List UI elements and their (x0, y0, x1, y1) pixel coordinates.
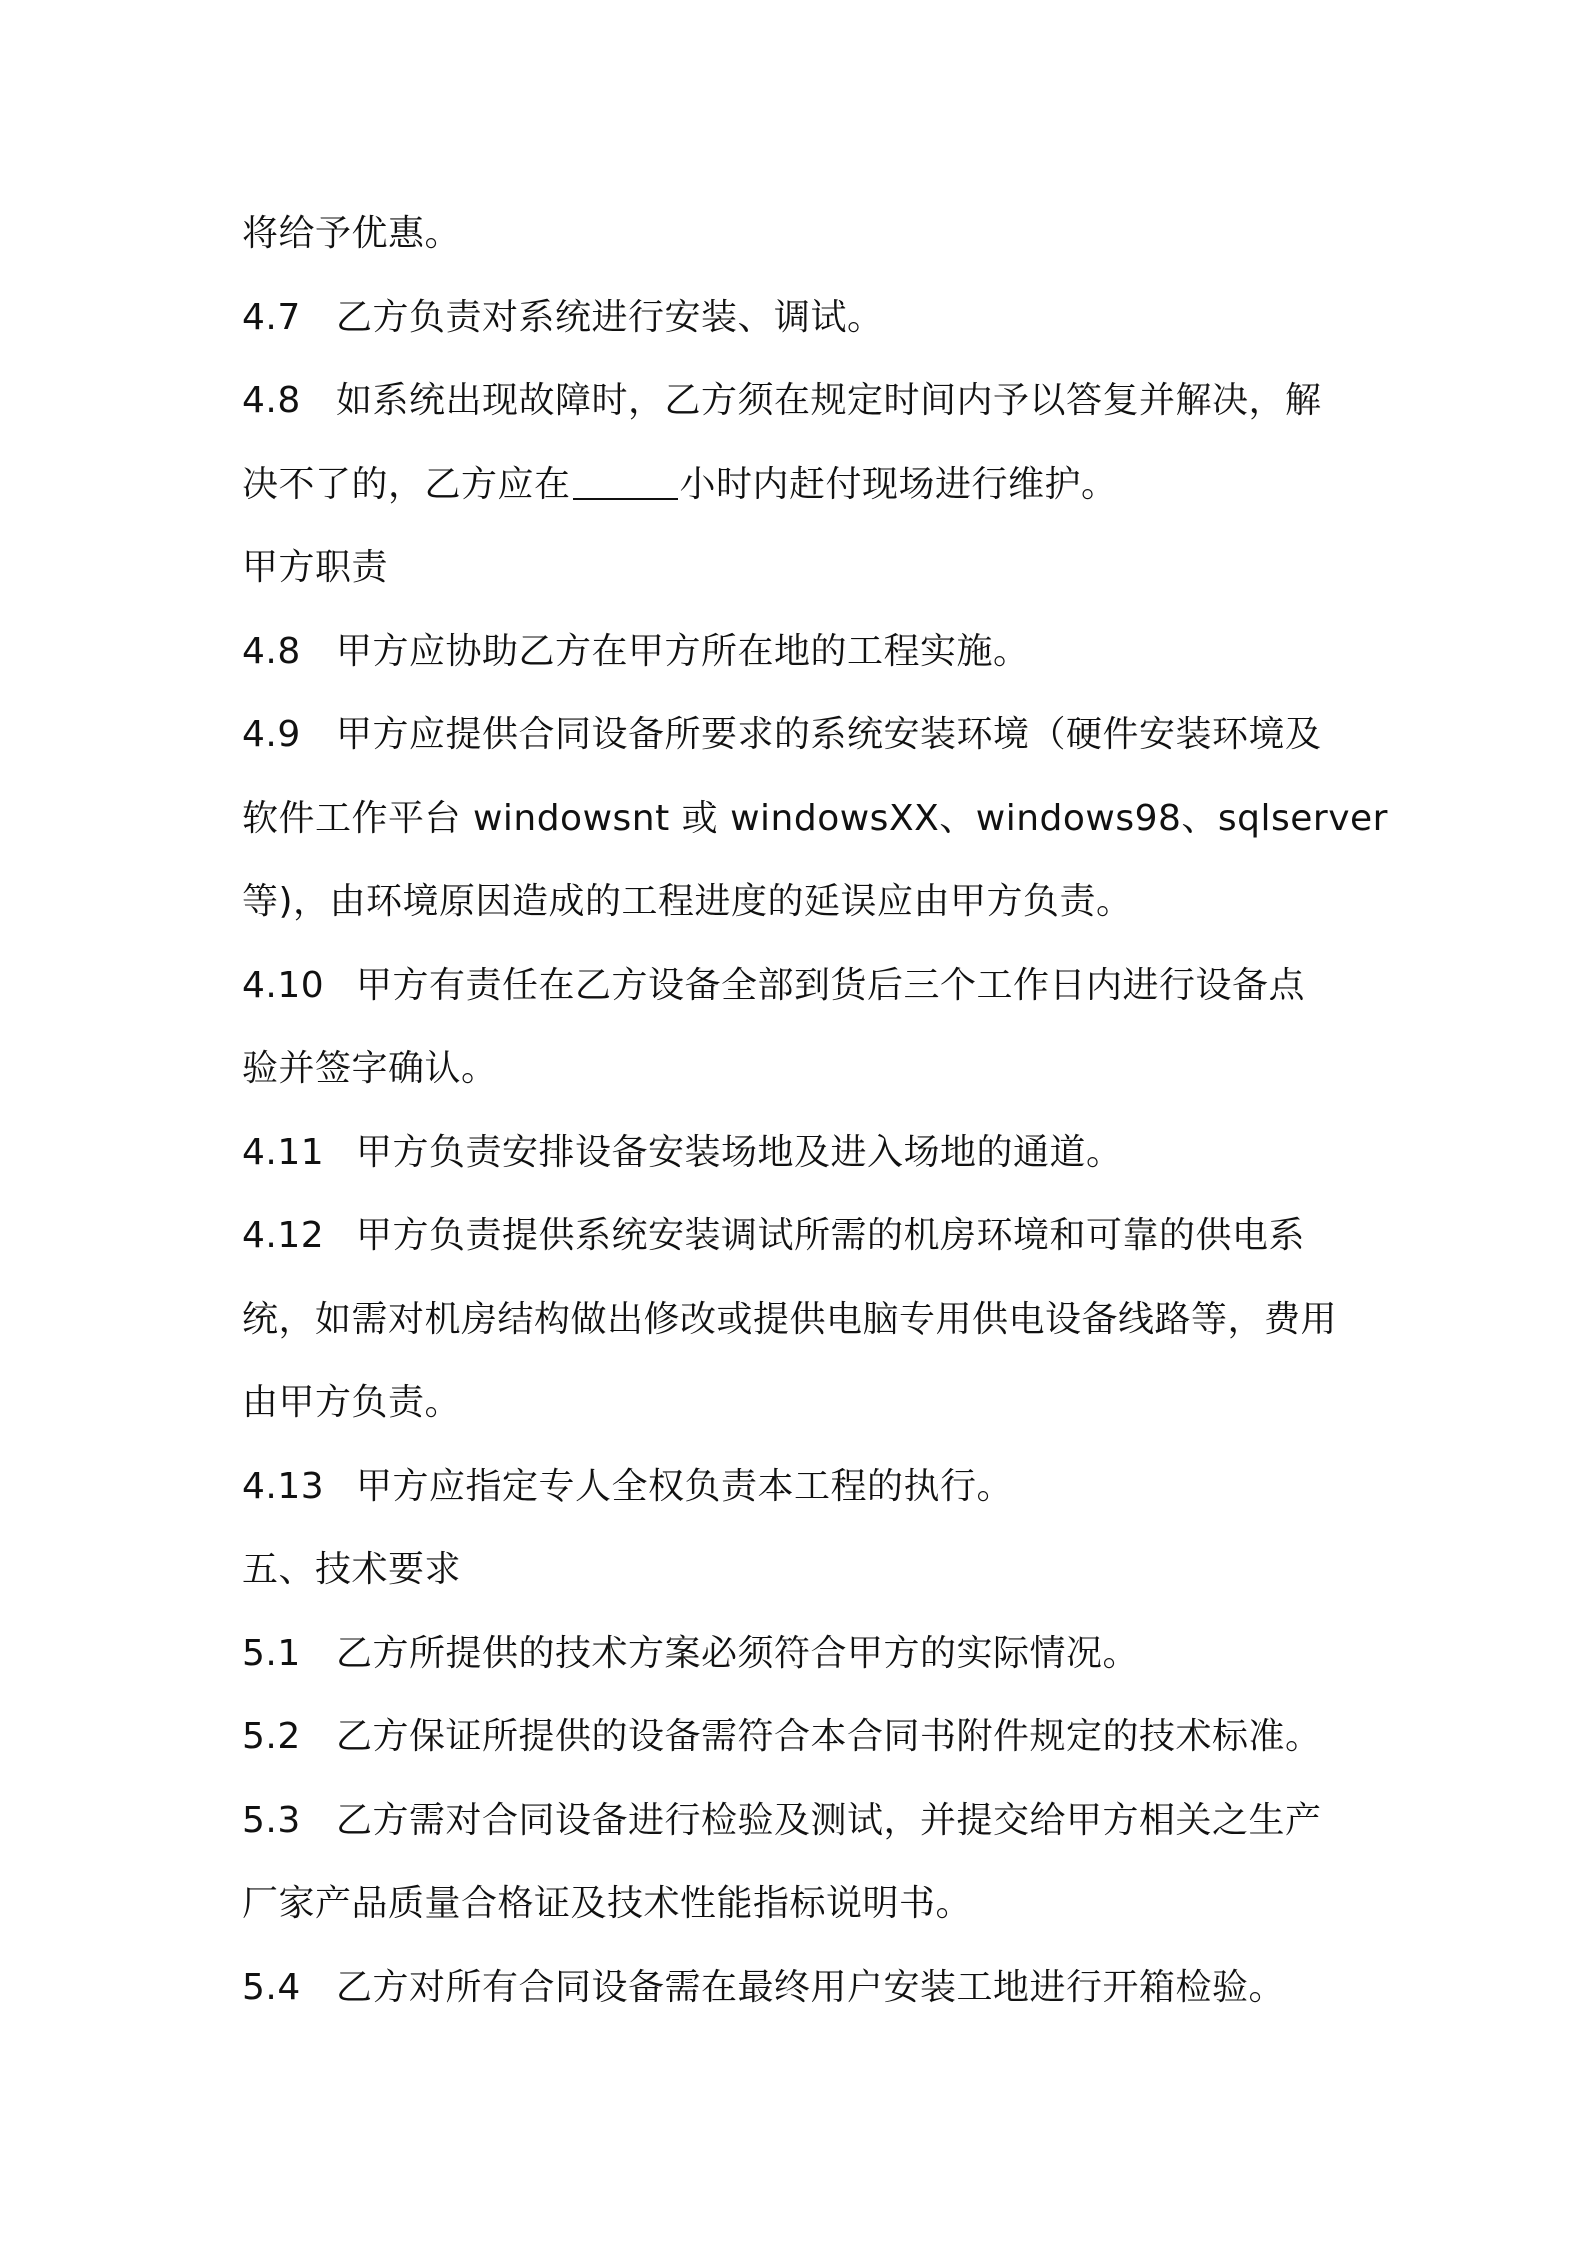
clause-number: 4.8 (242, 380, 301, 421)
clause-text: 如系统出现故障时，乙方须在规定时间内予以答复并解决，解 (336, 380, 1322, 421)
paragraph-line (242, 1278, 1362, 1362)
clause-5-3 (242, 1779, 1362, 1863)
clause-number: 5.3 (242, 1799, 301, 1841)
line-text: 软件工作平台 windowsnt 或 windowsXX、windows98、sqlserver (242, 797, 1388, 839)
line-text: 由甲方负责。 (242, 1382, 462, 1423)
paragraph-line (242, 443, 1362, 527)
line-text: 等)，由环境原因造成的工程进度的延误应由甲方负责。 (242, 881, 1133, 922)
clause-4-13 (242, 1445, 1362, 1529)
clause-4-12 (242, 1194, 1362, 1278)
clause-5-1 (242, 1612, 1362, 1696)
clause-4-10 (242, 944, 1362, 1028)
clause-number: 4.7 (242, 296, 301, 338)
line-text-before-blank: 决不了的，乙方应在 (242, 463, 571, 505)
section-heading-technical-requirements (242, 1528, 1362, 1612)
paragraph-line (242, 860, 1362, 944)
clause-text: 甲方应指定专人全权负责本工程的执行。 (356, 1465, 1014, 1507)
clause-text: 乙方所提供的技术方案必须符合甲方的实际情况。 (336, 1632, 1140, 1674)
clause-4-7 (242, 276, 1362, 360)
clause-text: 甲方负责提供系统安装调试所需的机房环境和可靠的供电系 (356, 1215, 1306, 1256)
fill-in-blank (573, 468, 678, 500)
section-heading-party-a-duties (242, 526, 1362, 610)
paragraph-line (242, 1862, 1362, 1946)
clause-number: 4.11 (242, 1131, 325, 1173)
paragraph-line (242, 1027, 1362, 1111)
line-text: 厂家产品质量合格证及技术性能指标说明书。 (242, 1883, 973, 1924)
clause-text: 乙方负责对系统进行安装、调试。 (336, 296, 884, 338)
line-text: 统，如需对机房结构做出修改或提供电脑专用供电设备线路等，费用 (242, 1298, 1338, 1340)
clause-text: 甲方应协助乙方在甲方所在地的工程实施。 (336, 630, 1030, 672)
clause-text: 甲方有责任在乙方设备全部到货后三个工作日内进行设备点 (356, 964, 1306, 1006)
clause-4-11 (242, 1111, 1362, 1195)
clause-text: 乙方对所有合同设备需在最终用户安装工地进行开箱检验。 (336, 1966, 1286, 2008)
clause-number: 5.4 (242, 1966, 301, 2008)
clause-number: 5.2 (242, 1716, 301, 1757)
clause-5-4 (242, 1946, 1362, 2030)
clause-4-8-fault (242, 359, 1362, 443)
heading-text: 甲方职责 (242, 547, 389, 588)
paragraph-line (242, 777, 1388, 861)
clause-number: 5.1 (242, 1632, 301, 1674)
line-text: 将给予优惠。 (242, 213, 462, 254)
clause-text: 乙方保证所提供的设备需符合本合同书附件规定的技术标准。 (336, 1716, 1322, 1757)
clause-4-9 (242, 693, 1362, 777)
heading-text: 五、技术要求 (242, 1549, 462, 1590)
paragraph-line (242, 1361, 1362, 1445)
clause-text: 甲方应提供合同设备所要求的系统安装环境（硬件安装环境及 (336, 714, 1322, 755)
clause-number: 4.9 (242, 714, 301, 755)
clause-number: 4.8 (242, 630, 301, 672)
clause-text: 乙方需对合同设备进行检验及测试，并提交给甲方相关之生产 (336, 1799, 1322, 1841)
clause-number: 4.13 (242, 1465, 325, 1507)
paragraph-line (242, 192, 1362, 276)
clause-number: 4.10 (242, 964, 325, 1006)
clause-number: 4.12 (242, 1215, 325, 1256)
line-text: 验并签字确认。 (242, 1048, 498, 1089)
clause-5-2 (242, 1695, 1362, 1779)
line-text-after-blank: 小时内赶付现场进行维护。 (679, 463, 1118, 505)
document-body (242, 192, 1388, 2029)
clause-4-8-assist (242, 610, 1362, 694)
clause-text: 甲方负责安排设备安装场地及进入场地的通道。 (356, 1131, 1123, 1173)
